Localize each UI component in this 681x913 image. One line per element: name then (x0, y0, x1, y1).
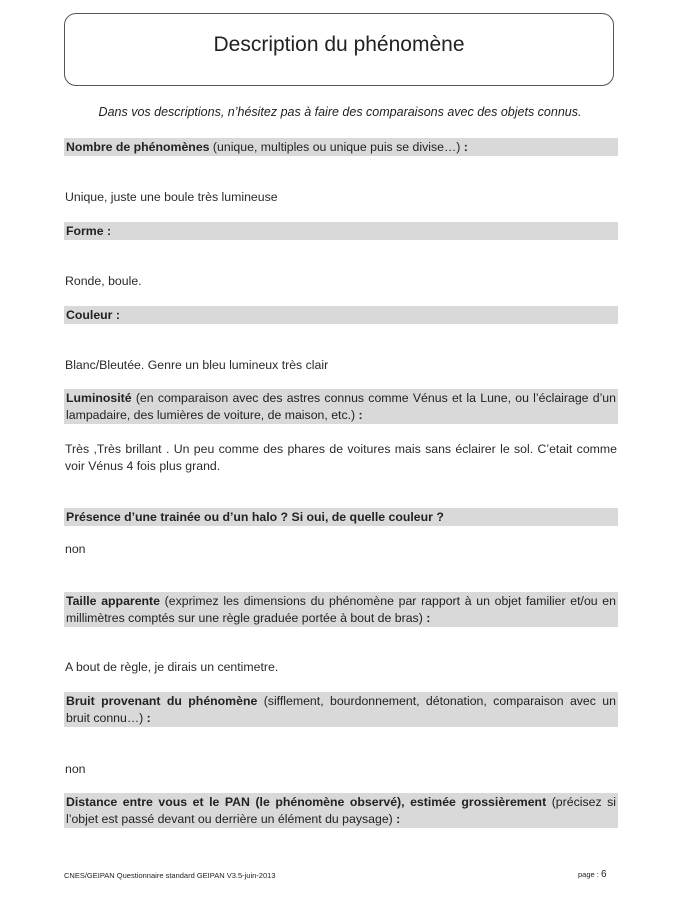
question-hint: (exprimez les dimensions du phénomène par rapport à un objet familier et/ou en millimètres comptés sur une règle graduée portée à bout de bras) (66, 594, 616, 625)
page-number: 6 (600, 869, 607, 880)
question-luminosity (64, 389, 618, 424)
question-count (64, 138, 618, 156)
question-label: Bruit provenant du phénomène (66, 694, 258, 708)
question-size (64, 592, 618, 627)
question-distance (64, 793, 618, 828)
question-hint: (en comparaison avec des astres connus comme Vénus et la Lune, ou l’éclairage d’un lampadaire, des lumières de voiture, de maison, etc.) (66, 391, 616, 422)
title-box (64, 13, 614, 86)
question-end: : (355, 408, 363, 422)
page-title: Description du phénomène (213, 32, 465, 56)
question-end: : (422, 611, 431, 625)
question-hint: (unique, multiples ou unique puis se divise…) (209, 140, 461, 154)
page-number-block (578, 869, 607, 880)
question-label: Nombre de phénomènes (66, 140, 210, 154)
answer-noise: non (65, 762, 86, 776)
answer-size: A bout de règle, je dirais un centimetre. (65, 660, 279, 674)
question-hint: (sifflement, bourdonnement, détonation, comparaison avec un bruit connu…) (66, 694, 616, 725)
question-shape (64, 222, 618, 240)
question-label: Taille apparente (66, 594, 160, 608)
question-label: Distance entre vous et le PAN (le phénomène observé), estimée grossièrement (66, 795, 547, 809)
question-end: : (143, 711, 151, 725)
question-color (64, 306, 618, 324)
question-end: : (460, 140, 468, 154)
question-hint: (précisez si l’objet est passé devant ou derrière un élément du paysage) (66, 795, 616, 826)
intro-text: Dans vos descriptions, n’hésitez pas à faire des comparaisons avec des objets connus. (98, 105, 582, 119)
answer-count: Unique, juste une boule très lumineuse (65, 190, 278, 204)
question-end: : (392, 812, 401, 826)
page-label: page : (578, 870, 599, 879)
answer-shape: Ronde, boule. (65, 274, 142, 288)
question-label: Couleur : (66, 308, 120, 322)
question-label: Présence d’une trainée ou d’un halo ? Si oui, de quelle couleur ? (66, 510, 444, 524)
question-label: Luminosité (66, 391, 132, 405)
answer-color: Blanc/Bleutée. Genre un bleu lumineux très clair (65, 358, 329, 372)
question-noise (64, 692, 618, 727)
question-halo (64, 508, 618, 526)
question-label: Forme : (66, 224, 112, 238)
answer-halo: non (65, 542, 86, 556)
answer-luminosity: Très ,Très brillant . Un peu comme des phares de voitures mais sans éclairer le sol. C’etait comme voir Vénus 4 fois plus grand. (65, 442, 617, 473)
footer-reference: CNES/GEIPAN Questionnaire standard GEIPAN V3.5-juin-2013 (64, 871, 276, 880)
